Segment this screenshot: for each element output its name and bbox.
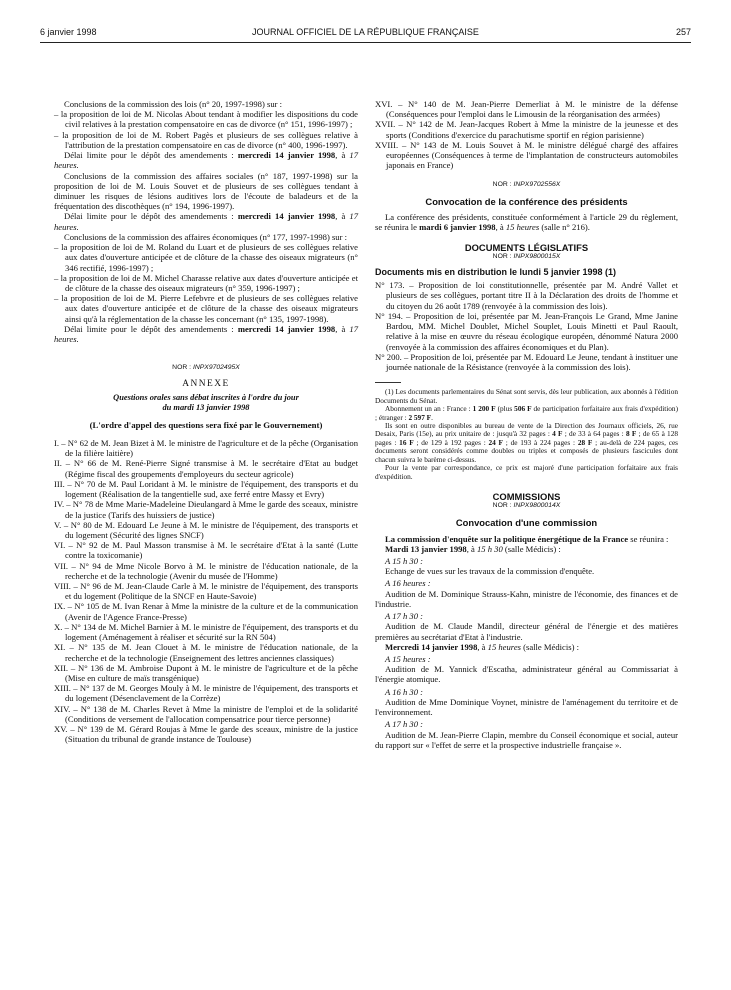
- documents-list: [375, 280, 678, 372]
- nor-reference: NOR : INPX9702556X: [492, 180, 561, 188]
- list-item: – la proposition de loi de M. Nicolas About tendant à modifier les dispositions du code civil relatives à la prestation compensatoire en cas de divorce (n° 151, 1996-1997) ;: [54, 109, 358, 130]
- question-item: XVII. – N° 142 de M. Jean-Jacques Robert à Mme la ministre de la jeunesse et des sports (Conditions d'exercice du parachutisme sportif en région parisienne): [375, 119, 678, 140]
- session-time: A 15 h 30 :: [385, 556, 424, 567]
- page-header: [40, 27, 691, 39]
- footnote: [375, 388, 678, 481]
- documents-distribution-title: Documents mis en distribution le lundi 5 janvier 1998 (1): [375, 266, 617, 277]
- session-time: A 16 h 30 :: [385, 686, 424, 697]
- conclusions-affaires-economiques: Conclusions de la commission des affaires économiques (n° 177, 1997-1998) sur :: [64, 231, 348, 242]
- session-text: Audition de M. Dominique Strauss-Kahn, ministre de l'économie, des finances et de l'industrie.: [375, 588, 678, 609]
- question-item: III. – N° 70 de M. Paul Loridant à M. le ministre de l'équipement, des transports et du logement (Réalisation de la tangentielle sud, axe ferré entre Massy et Evry): [54, 478, 358, 500]
- session-time: A 16 heures :: [385, 578, 431, 589]
- session-text: Audition de M. Jean-Pierre Clapin, membre du Conseil économique et social, auteur du rapport sur « l'effet de serre et la prospective industrielle française ».: [375, 729, 678, 750]
- question-item: XV. – N° 139 de M. Gérard Roujas à Mme le garde des sceaux, ministre de la justice (Situation du tribunal de grande instance de Toulouse): [54, 724, 358, 745]
- nor-reference: NOR : INPX9800015X: [492, 253, 561, 261]
- session-day-2: Mercredi 14 janvier 1998, à 15 heures (salle Médicis) :: [385, 641, 579, 652]
- footnote-text: (1) Les documents parlementaires du Sénat sont servis, dès leur publication, aux abonnés à l'édition Documents du Sénat.: [375, 387, 678, 405]
- annexe-title: ANNEXE: [182, 379, 230, 390]
- header-date: 6 janvier 1998: [40, 27, 97, 37]
- questions-list: [54, 438, 358, 745]
- header-page-number: 257: [675, 27, 691, 37]
- question-item: XVI. – N° 140 de M. Jean-Pierre Demerliat à M. le ministre de la défense (Conséquences pour l'emploi dans le Limousin de la réorganisation des armées): [375, 99, 678, 120]
- footnote-text: Abonnement un an : France : 1 200 F (plus 506 F de participation forfaitaire aux frais d'expédition) ; étranger : 2 597 F.: [375, 404, 679, 422]
- document-item: N° 173. – Proposition de loi constitutionnelle, présentée par M. André Vallet et plusieurs de ses collègues, portant titre II à la Déclaration des droits de l'homme et du citoyen du 26 août 1789 (renvoyée à la commission des lois).: [375, 280, 678, 311]
- list-item: – la proposition de loi de M. Michel Charasse relative aux dates d'ouverture anticipée et de clôture de la chasse des oiseaux migrateurs (n° 359, 1996-1997) ;: [54, 272, 358, 293]
- commission-intro: La commission d'enquête sur la politique énergétique de la France se réunira :: [385, 533, 669, 544]
- footnote-text: Pour la vente par correspondance, ce prix est majoré d'une participation forfaitaire aux frais d'expédition.: [375, 463, 678, 481]
- question-item: XIV. – N° 138 de M. Charles Revet à Mme la ministre de l'emploi et de la solidarité (Conditions de versement de l'allocation compensatrice pour tierce personne): [54, 703, 358, 724]
- questions-list-continued: [375, 99, 678, 171]
- header-rule: [40, 42, 691, 43]
- list-item: – la proposition de loi de M. Roland du Luart et de plusieurs de ses collègues relative aux dates d'ouverture anticipée et de clôture de la chasse des oiseaux migrateurs (n° 346 rectifié, 1996-1997) ;: [54, 242, 358, 273]
- convocation-commission-title: Convocation d'une commission: [455, 517, 598, 529]
- session-time: A 15 heures :: [385, 654, 431, 665]
- right-column: [375, 99, 678, 750]
- question-item: II. – N° 66 de M. René-Pierre Signé transmise à M. le secrétaire d'Etat au budget (Régime fiscal des groupements d'employeurs du secteur agricole): [54, 458, 358, 479]
- question-item: XVIII. – N° 143 de M. Louis Souvet à M. le ministre délégué chargé des affaires européennes (Conséquences à terme de l'implantation de constructeurs automobiles japonais en France): [375, 139, 678, 171]
- question-item: V. – N° 80 de M. Edouard Le Jeune à M. le ministre de l'équipement, des transports et du logement (Sécurité des lignes SNCF): [54, 519, 358, 540]
- question-item: VII. – N° 94 de Mme Nicole Borvo à M. le ministre de l'éducation nationale, de la recherche et de la technologie (Avenir du musée de l'Homme): [54, 560, 358, 581]
- conclusions-affaires-sociales: Conclusions de la commission des affaires sociales (n° 187, 1997-1998) sur la proposition de loi de M. Louis Souvet et de plusieurs de ses collègues tendant à diminuer les risques de lésions auditives lors de l'écoute de baladeurs et de la fréquentation des discothèques (n° 194, 1996-1997).: [54, 170, 358, 212]
- question-item: VI. – N° 92 de M. Paul Masson transmise à M. le secrétaire d'Etat à la santé (Lutte contre la toxicomanie): [54, 540, 358, 561]
- list-item: – la proposition de loi de M. Robert Pagès et plusieurs de ses collègues relative à l'attribution de la prestation compensatoire en cas de divorce (n° 400, 1996-1997).: [54, 129, 358, 150]
- session-text: Echange de vues sur les travaux de la commission d'enquête.: [385, 566, 595, 577]
- question-item: VIII. – N° 96 de M. Jean-Claude Carle à M. le ministre de l'équipement, des transports et du logement (Politique de la SNCF en Haute-Savoie): [54, 581, 358, 602]
- question-item: IX. – N° 105 de M. Ivan Renar à Mme la ministre de la culture et de la communication (Avenir de l'Agence France-Presse): [54, 601, 358, 622]
- header-title: JOURNAL OFFICIEL DE LA RÉPUBLIQUE FRANÇAISE: [252, 27, 479, 37]
- convocation-conference-title: Convocation de la conférence des présidents: [425, 195, 628, 207]
- documents-legislatifs-title: DOCUMENTS LÉGISLATIFS: [464, 242, 589, 254]
- deadline-3: Délai limite pour le dépôt des amendements : mercredi 14 janvier 1998, à 17 heures.: [54, 323, 358, 345]
- session-text: Audition de Mme Dominique Voynet, ministre de l'aménagement du territoire et de l'environnement.: [375, 696, 678, 718]
- list-item: – la proposition de loi de M. Pierre Lefebvre et de plusieurs de ses collègues relative aux dates d'ouverture anticipée et de clôture de la chasse des oiseaux migrateurs ainsi qu'à la réglementation de la chasse les concernant (n° 135, 1997-1998).: [54, 293, 358, 324]
- ordre-appel: (L'ordre d'appel des questions sera fixé par le Gouvernement): [89, 419, 323, 430]
- document-item: N° 200. – Proposition de loi, présentée par M. Edouard Le Jeune, tendant à instituer une journée nationale de la Résistance (renvoyée à la commission des lois).: [375, 351, 678, 372]
- session-time: A 17 h 30 :: [385, 611, 424, 622]
- footnote-text: Ils sont en outre disponibles au bureau de vente de la Direction des Journaux officiels, 26, rue Desaix, Paris (15e), au prix unitaire de : jusqu'à 32 pages : 4 F ; de 33 à 64 pages : 8 F ; de 65 à 128 pages : 16 F ; de 129 à 192 pages : 24 F ; de 193 à 224 pages : 28 F ; au-delà de 224 pages, ces documents seront considérés comme doubles ou triples et composés de plusieurs fascicules dont chacun suivra le barème ci-dessus.: [375, 420, 679, 464]
- questions-title: Questions orales sans débat inscrites à l'ordre du jour du mardi 13 janvier 1998: [113, 392, 299, 412]
- footnote-rule: [375, 382, 401, 383]
- conclusions-lois-list: [54, 109, 358, 150]
- deadline-1: Délai limite pour le dépôt des amendements : mercredi 14 janvier 1998, à 17 heures.: [54, 150, 358, 171]
- session-text: Audition de M. Claude Mandil, directeur général de l'énergie et des matières premières au secrétariat d'Etat à l'industrie.: [375, 621, 678, 642]
- question-item: XII. – N° 136 de M. Ambroise Dupont à M. le ministre de l'agriculture et de la pêche (Mise en culture de maïs transgénique): [54, 662, 358, 683]
- session-time: A 17 h 30 :: [385, 719, 424, 730]
- deadline-2: Délai limite pour le dépôt des amendements : mercredi 14 janvier 1998, à 17 heures.: [54, 211, 358, 232]
- convocation-conference-text: La conférence des présidents, constituée conformément à l'article 29 du règlement, se réunira le mardi 6 janvier 1998, à 15 heures (salle n° 216).: [375, 211, 678, 233]
- conclusions-economiques-list: [54, 242, 358, 324]
- question-item: I. – N° 62 de M. Jean Bizet à M. le ministre de l'agriculture et de la pêche (Organisation de la filière laitière): [54, 437, 358, 459]
- session-day-1: Mardi 13 janvier 1998, à 15 h 30 (salle Médicis) :: [385, 543, 561, 554]
- nor-reference: NOR : INPX9702495X: [172, 364, 240, 372]
- question-item: IV. – N° 78 de Mme Marie-Madeleine Dieulangard à Mme le garde des sceaux, ministre de la justice (Tarifs des huissiers de justice): [54, 499, 358, 520]
- nor-reference: NOR : INPX9800014X: [492, 502, 561, 510]
- left-column: [54, 99, 358, 745]
- document-item: N° 194. – Proposition de loi, présentée par M. Jean-François Le Grand, Mme Janine Bardou, MM. Michel Doublet, Michel Souplet, Louis Minetti et Paul Raoult, relative à la mise en œuvre du réseau écologique européen, dénommé Natura 2000 (renvoyée à la commission des affaires économiques et du Plan).: [375, 310, 678, 352]
- question-item: XIII. – N° 137 de M. Georges Mouly à M. le ministre de l'équipement, des transports et du logement (Désenclavement de la Corrèze): [54, 683, 358, 704]
- session-text: Audition de M. Yannick d'Escatha, administrateur général au Commissariat à l'énergie atomique.: [375, 664, 678, 685]
- commissions-title: COMMISSIONS: [492, 491, 561, 503]
- question-item: X. – N° 134 de M. Michel Barnier à M. le ministre de l'équipement, des transports et du logement (Aménagement à réaliser et sécurité sur la RN 504): [54, 621, 358, 643]
- conclusions-lois: Conclusions de la commission des lois (n° 20, 1997-1998) sur :: [64, 99, 283, 109]
- question-item: XI. – N° 135 de M. Jean Clouet à M. le ministre de l'éducation nationale, de la recherche et de la technologie (Enseignement des lettres anciennes classiques): [54, 642, 358, 663]
